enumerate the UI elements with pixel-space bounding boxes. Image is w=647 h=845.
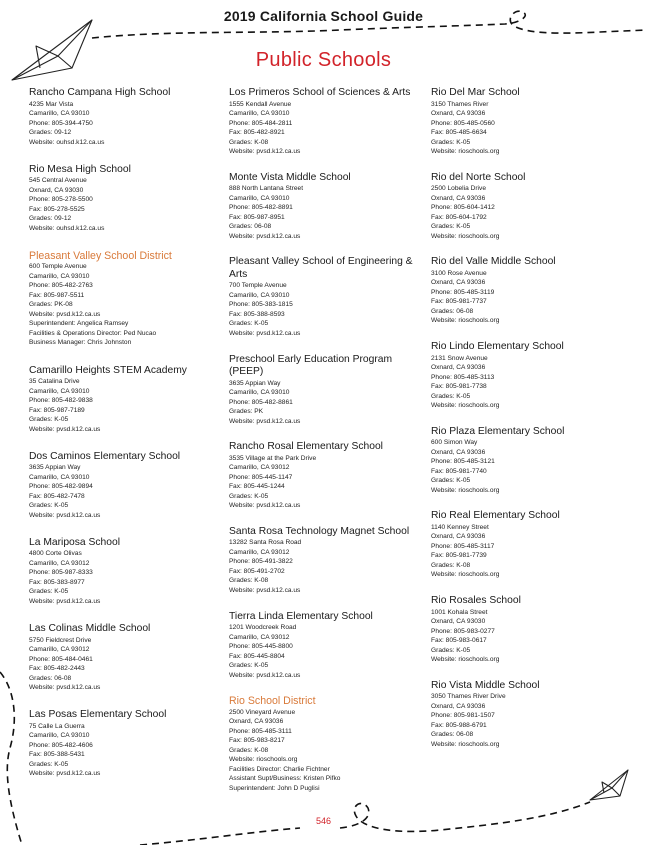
entry-phone: Phone: 805-485-3117 — [431, 542, 495, 550]
entry-website: Website: rioschools.org — [431, 402, 500, 410]
school-name: Rio Plaza Elementary School — [431, 425, 565, 437]
entry-detail: 3535 Village at the Park Drive — [229, 454, 317, 462]
school-entry — [229, 256, 429, 338]
entry-website: Website: rioschools.org — [431, 486, 500, 494]
entry-detail: Facilities & Operations Director: Ped Nucao — [29, 329, 157, 337]
school-entry — [229, 526, 429, 596]
school-entry — [29, 537, 225, 607]
entry-grades: Grades: 06-08 — [229, 223, 272, 231]
entry-grades: Grades: K-08 — [229, 138, 269, 146]
school-name: Rio Rosales School — [431, 595, 521, 607]
school-name: Rio del Norte School — [431, 171, 526, 183]
entry-detail: Camarillo, CA 93010 — [229, 389, 290, 397]
column-3 — [431, 87, 591, 765]
entry-detail: 3635 Appian Way — [29, 464, 81, 472]
school-name: Los Primeros School of Sciences & Arts — [229, 87, 411, 98]
entry-detail: Camarillo, CA 93010 — [29, 387, 90, 395]
entry-fax: Fax: 805-981-7737 — [431, 298, 487, 306]
entry-detail: 888 North Lantana Street — [229, 185, 304, 193]
entry-phone: Phone: 805-394-4750 — [29, 119, 93, 127]
entry-detail: Camarillo, CA 93010 — [29, 110, 90, 117]
entry-detail: Oxnard, CA 93030 — [29, 186, 84, 194]
entry-grades: Grades: PK-08 — [29, 301, 73, 309]
entry-detail: 35 Catalina Drive — [29, 378, 80, 386]
entry-phone: Phone: 805-484-0461 — [29, 655, 93, 663]
school-name: Dos Caminos Elementary School — [29, 450, 181, 462]
entry-detail: Camarillo, CA 93012 — [229, 548, 290, 556]
entry-grades: Grades: K-05 — [431, 477, 471, 485]
entry-grades: Grades: K-05 — [431, 392, 471, 400]
entry-fax: Fax: 805-482-8921 — [229, 129, 285, 136]
entry-phone: Phone: 805-485-3113 — [431, 373, 495, 381]
district-name: Pleasant Valley School District — [29, 249, 172, 262]
entry-grades: Grades: 09-12 — [29, 129, 72, 136]
school-name: Monte Vista Middle School — [229, 171, 351, 183]
entry-fax: Fax: 805-445-1244 — [229, 483, 285, 491]
entry-website: Website: pvsd.k12.ca.us — [229, 329, 301, 337]
entry-detail: Camarillo, CA 93012 — [29, 646, 90, 654]
entry-fax: Fax: 805-383-8977 — [29, 578, 85, 586]
school-entry — [431, 595, 591, 665]
entry-website: Website: rioschools.org — [431, 656, 500, 664]
entry-detail: Camarillo, CA 93010 — [29, 732, 90, 740]
entry-detail: Superintendent: Angelica Ramsey — [29, 320, 129, 328]
entry-detail: 75 Calle La Guerra — [29, 722, 85, 730]
entry-website: Website: ouhsd.k12.ca.us — [29, 224, 105, 232]
entry-website: Website: pvsd.k12.ca.us — [29, 770, 101, 778]
entry-detail: Oxnard, CA 93030 — [431, 618, 486, 626]
entry-detail: Camarillo, CA 93010 — [229, 291, 290, 299]
entry-grades: Grades: K-08 — [229, 577, 269, 585]
entry-fax: Fax: 805-987-8951 — [229, 213, 285, 221]
entry-grades: Grades: K-08 — [229, 746, 269, 754]
column-1 — [29, 87, 225, 796]
school-entry — [431, 172, 591, 242]
school-entry — [431, 426, 591, 496]
entry-detail: Oxnard, CA 93036 — [431, 364, 486, 372]
school-entry — [229, 441, 429, 511]
school-name: Santa Rosa Technology Magnet School — [229, 525, 410, 537]
entry-fax: Fax: 805-981-7738 — [431, 383, 487, 391]
entry-phone: Phone: 805-485-3119 — [431, 288, 495, 296]
entry-phone: Phone: 805-482-9894 — [29, 483, 93, 491]
school-entry — [431, 256, 591, 326]
school-name: Camarillo Heights STEM Academy — [29, 364, 187, 376]
entry-detail: Camarillo, CA 93010 — [29, 473, 90, 481]
entry-website: Website: pvsd.k12.ca.us — [29, 597, 101, 605]
entry-website: Website: rioschools.org — [431, 740, 500, 748]
entry-grades: Grades: 09-12 — [29, 215, 72, 223]
entry-detail: Facilities Director: Charlie Fichtner — [229, 765, 330, 773]
entry-phone: Phone: 805-987-8333 — [29, 569, 93, 577]
entry-website: Website: rioschools.org — [431, 571, 500, 579]
school-entry — [229, 172, 429, 242]
entry-detail: Assistant Supt/Business: Kristen Pifko — [229, 775, 341, 783]
entry-website: Website: pvsd.k12.ca.us — [229, 671, 301, 679]
school-entry — [29, 709, 225, 779]
entry-detail: 2500 Vineyard Avenue — [229, 708, 296, 716]
entry-phone: Phone: 805-485-0560 — [431, 119, 495, 127]
entry-phone: Phone: 805-485-3121 — [431, 458, 495, 466]
entry-phone: Phone: 805-482-9838 — [29, 397, 93, 405]
entry-fax: Fax: 805-981-7740 — [431, 467, 487, 475]
entry-grades: Grades: PK — [229, 408, 264, 416]
entry-grades: Grades: K-05 — [29, 760, 69, 768]
entry-detail: Oxnard, CA 93036 — [229, 718, 284, 726]
school-name: Pleasant Valley School of Engineering & Arts — [229, 256, 413, 280]
entry-phone: Phone: 805-278-5500 — [29, 196, 93, 204]
dashed-flight-path — [92, 11, 647, 38]
entry-detail: 1140 Kenney Street — [431, 523, 489, 531]
entry-fax: Fax: 805-988-6791 — [431, 721, 487, 729]
entry-website: Website: pvsd.k12.ca.us — [229, 148, 301, 155]
entry-grades: Grades: K-05 — [431, 138, 471, 146]
entry-website: Website: rioschools.org — [229, 756, 298, 764]
entry-phone: Phone: 805-383-1815 — [229, 301, 293, 309]
entry-detail: Camarillo, CA 93012 — [29, 559, 90, 567]
entry-fax: Fax: 805-388-5431 — [29, 751, 85, 759]
entry-grades: Grades: 06-08 — [431, 731, 474, 739]
entry-fax: Fax: 805-388-8593 — [229, 310, 285, 318]
entry-fax: Fax: 805-482-2443 — [29, 665, 85, 673]
school-name: Preschool Early Education Program (PEEP) — [229, 353, 393, 378]
entry-detail: 545 Central Avenue — [29, 177, 87, 185]
entry-phone: Phone: 805-983-0277 — [431, 627, 495, 635]
entry-fax: Fax: 805-485-6634 — [431, 129, 487, 136]
entry-phone: Phone: 805-981-1507 — [431, 712, 495, 720]
school-entry — [29, 365, 225, 435]
entry-fax: Fax: 805-983-0617 — [431, 637, 487, 645]
school-name: Tierra Linda Elementary School — [229, 610, 373, 622]
entry-detail: Camarillo, CA 93010 — [229, 194, 290, 202]
entry-grades: Grades: K-05 — [431, 646, 471, 654]
entry-grades: Grades: K-05 — [29, 416, 69, 424]
school-entry — [29, 623, 225, 693]
page-header: 2019 California School Guide — [223, 8, 424, 24]
entry-grades: Grades: K-05 — [229, 492, 269, 500]
entry-grades: Grades: K-05 — [431, 223, 471, 231]
district-name: Rio School District — [229, 695, 316, 708]
entry-grades: Grades: K-05 — [229, 662, 269, 670]
entry-fax: Fax: 805-987-7189 — [29, 406, 85, 414]
entry-detail: 600 Simon Way — [431, 439, 478, 447]
school-entry — [29, 87, 225, 147]
entry-website: Website: pvsd.k12.ca.us — [29, 310, 101, 318]
entry-fax: Fax: 805-981-7739 — [431, 552, 487, 560]
school-entry — [229, 611, 429, 681]
entry-detail: Oxnard, CA 93036 — [431, 448, 486, 456]
school-entry — [431, 341, 591, 411]
school-entry — [229, 354, 429, 427]
section-title: Public Schools — [255, 49, 392, 71]
entry-website: Website: pvsd.k12.ca.us — [229, 417, 301, 425]
entry-detail: 3150 Thames River — [431, 100, 489, 108]
entry-grades: Grades: K-08 — [431, 561, 471, 569]
entry-detail: Camarillo, CA 93010 — [29, 272, 90, 280]
entry-detail: 2500 Lobelia Drive — [431, 185, 486, 193]
entry-detail: 3050 Thames River Drive — [431, 693, 506, 701]
paper-plane-small-icon — [590, 770, 628, 800]
entry-grades: Grades: 06-08 — [431, 307, 474, 315]
school-entry — [29, 164, 225, 234]
entry-detail: 700 Temple Avenue — [229, 282, 287, 290]
entry-fax: Fax: 805-987-5511 — [29, 291, 85, 299]
school-name: Rancho Rosal Elementary School — [229, 441, 383, 453]
school-name: Las Posas Elementary School — [29, 709, 167, 721]
entry-phone: Phone: 805-482-2763 — [29, 282, 93, 290]
entry-phone: Phone: 805-485-3111 — [229, 727, 292, 735]
entry-detail: 1555 Kendall Avenue — [229, 100, 292, 108]
entry-website: Website: pvsd.k12.ca.us — [29, 425, 101, 433]
school-entry — [431, 87, 591, 157]
entry-grades: Grades: K-05 — [229, 320, 269, 328]
entry-detail: 3635 Appian Way — [229, 379, 281, 387]
school-entry — [431, 680, 591, 750]
entry-website: Website: pvsd.k12.ca.us — [229, 586, 301, 594]
entry-phone: Phone: 805-491-3822 — [229, 558, 293, 566]
school-name: Rio Mesa High School — [29, 163, 131, 175]
school-name: Rio Lindo Elementary School — [431, 341, 564, 353]
entry-detail: 5750 Fieldcrest Drive — [29, 636, 92, 644]
entry-website: Website: rioschools.org — [431, 317, 500, 325]
entry-detail: Superintendent: John D Puglisi — [229, 784, 320, 792]
entry-detail: 4800 Corte Olivas — [29, 550, 82, 558]
entry-phone: Phone: 805-482-8891 — [229, 204, 293, 212]
entry-phone: Phone: 805-482-4606 — [29, 741, 93, 749]
school-name: Rio del Valle Middle School — [431, 256, 556, 268]
entry-grades: Grades: K-05 — [29, 502, 69, 510]
entry-detail: Oxnard, CA 93036 — [431, 702, 486, 710]
entry-phone: Phone: 805-482-8861 — [229, 398, 293, 406]
entry-website: Website: rioschools.org — [431, 148, 500, 155]
school-name: Rancho Campana High School — [29, 87, 171, 98]
entry-phone: Phone: 805-445-8800 — [229, 643, 293, 651]
entry-grades: Grades: 06-08 — [29, 674, 72, 682]
entry-phone: Phone: 805-445-1147 — [229, 473, 293, 481]
entry-website: Website: pvsd.k12.ca.us — [229, 502, 301, 510]
entry-detail: Oxnard, CA 93036 — [431, 110, 486, 117]
entry-fax: Fax: 805-278-5525 — [29, 205, 85, 213]
entry-detail: 4235 Mar Vista — [29, 100, 74, 108]
entry-detail: Oxnard, CA 93036 — [431, 533, 486, 541]
school-name: Rio Real Elementary School — [431, 510, 560, 522]
entry-fax: Fax: 805-491-2702 — [229, 567, 285, 575]
entry-detail: Business Manager: Chris Johnston — [29, 339, 132, 347]
entry-phone: Phone: 805-484-2811 — [229, 119, 293, 127]
district-entry — [29, 250, 225, 348]
entry-detail: 600 Temple Avenue — [29, 263, 87, 271]
entry-detail: 13282 Santa Rosa Road — [229, 539, 302, 547]
entry-fax: Fax: 805-445-8804 — [229, 652, 285, 660]
entry-detail: 2131 Snow Avenue — [431, 354, 488, 362]
entry-detail: Camarillo, CA 93010 — [229, 110, 290, 117]
entry-fax: Fax: 805-482-7478 — [29, 492, 85, 500]
entry-detail: 1001 Kohala Street — [431, 608, 488, 616]
school-entry — [229, 87, 429, 157]
entry-website: Website: ouhsd.k12.ca.us — [29, 138, 105, 146]
entry-phone: Phone: 805-604-1412 — [431, 204, 495, 212]
entry-fax: Fax: 805-604-1792 — [431, 213, 487, 221]
entry-detail: Camarillo, CA 93012 — [229, 633, 290, 641]
school-entry — [29, 451, 225, 521]
column-2 — [229, 87, 429, 809]
entry-detail: Oxnard, CA 93036 — [431, 279, 486, 287]
entry-grades: Grades: K-05 — [29, 588, 69, 596]
entry-fax: Fax: 805-983-8217 — [229, 737, 285, 745]
entry-website: Website: rioschools.org — [431, 232, 500, 240]
school-entry — [431, 510, 591, 580]
page-number: 546 — [315, 816, 332, 826]
entry-detail: Oxnard, CA 93036 — [431, 194, 486, 202]
entry-detail: 1201 Woodcreek Road — [229, 624, 297, 632]
entry-website: Website: pvsd.k12.ca.us — [29, 684, 101, 692]
district-entry — [229, 695, 429, 793]
school-name: Las Colinas Middle School — [29, 623, 151, 635]
school-name: La Mariposa School — [29, 536, 121, 548]
entry-website: Website: pvsd.k12.ca.us — [229, 232, 301, 240]
entry-website: Website: pvsd.k12.ca.us — [29, 511, 101, 519]
school-name: Rio Vista Middle School — [431, 679, 540, 691]
entry-detail: 3100 Rose Avenue — [431, 269, 487, 277]
school-name: Rio Del Mar School — [431, 87, 520, 98]
entry-detail: Camarillo, CA 93012 — [229, 464, 290, 472]
